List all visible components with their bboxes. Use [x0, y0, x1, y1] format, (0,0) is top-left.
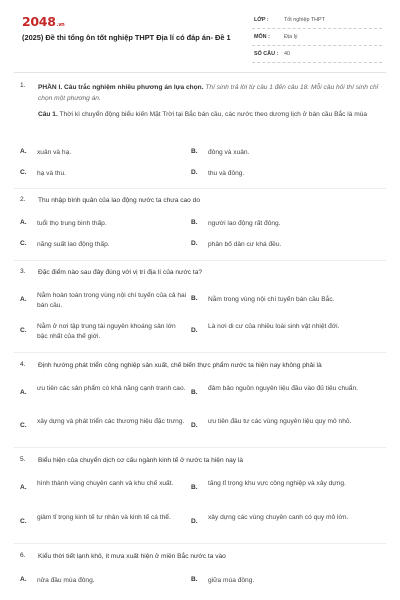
question-divider [14, 260, 386, 261]
option-letter: A. [20, 389, 27, 396]
option-letter: B. [191, 295, 198, 302]
meta-value: Địa lý [284, 34, 298, 40]
question-2 [20, 196, 390, 208]
question-1-stem [38, 109, 384, 120]
option-letter: B. [191, 389, 198, 396]
option-text: xuân và hạ. [37, 149, 72, 156]
option-text: đảm bảo nguồn nguyên liệu đầu vào đủ tiêu chuẩn. [208, 385, 358, 392]
option-letter: D. [191, 240, 198, 247]
option-text: năng suất lao động thấp. [37, 241, 110, 248]
question-divider [14, 447, 386, 448]
option-letter: D. [191, 327, 198, 334]
option-text: ưu tiên các sản phẩm có khả năng cạnh tranh cao. [37, 385, 186, 392]
option-letter: D. [191, 169, 198, 176]
question-number: 4. [20, 361, 26, 368]
option-text: xây dựng các vùng chuyên canh có quy mô lớn. [208, 514, 349, 521]
question-3 [20, 268, 390, 280]
option-letter: A. [20, 296, 27, 303]
option-letter: D. [191, 518, 198, 525]
option-text: Nằm trong vùng nội chí tuyến bán cầu Bắc. [208, 296, 335, 303]
option-letter: A. [20, 484, 27, 491]
option-letter: A. [20, 576, 27, 583]
option-letter: C. [20, 422, 27, 429]
document-title: (2025) Đề thi tổng ôn tốt nghiệp THPT Địa lí có đáp án- Đề 1 [22, 33, 231, 42]
option-letter: C. [20, 169, 27, 176]
question-text: Thu nhập bình quân của lao động nước ta chưa cao do [38, 197, 200, 204]
option-text: tăng tỉ trọng khu vực công nghiệp và xây dựng. [208, 480, 346, 487]
part-instructions: Thí sinh trả lời từ câu 1 đến câu 18. Mỗi câu hỏi thí sinh chỉ chọn một phương án. [38, 84, 379, 102]
option-text: đông và xuân. [208, 149, 250, 156]
question-number: 6. [20, 552, 26, 559]
option-text: nửa đầu mùa đông. [37, 577, 95, 584]
option-text: Nằm hoàn toàn trong vùng nội chí tuyến của cả hai bán cầu. [37, 292, 187, 309]
option-letter: B. [191, 484, 198, 491]
question-divider [14, 188, 386, 189]
option-text: xây dựng và phát triển các thương hiệu đặc trưng. [37, 418, 185, 425]
option-text: phân bố dân cư khá đều. [208, 241, 282, 248]
header-divider [14, 72, 386, 73]
question-4 [20, 361, 390, 373]
option-text: thu và đông. [208, 170, 245, 177]
meta-row-class [252, 14, 382, 29]
meta-row-subject [252, 31, 382, 46]
option-text: giảm tỉ trọng kinh tế tư nhân và kinh tế cá thể. [37, 514, 171, 521]
site-logo[interactable] [22, 14, 64, 29]
option-letter: A. [20, 219, 27, 226]
option-letter: C. [20, 240, 27, 247]
question-text: Biểu hiện của chuyển dịch cơ cấu ngành kinh tế ở nước ta hiện nay là [38, 457, 244, 464]
question-text: Định hướng phát triển công nghiệp sản xuất, chế biến thực phẩm nước ta hiện nay không phải là [38, 362, 322, 369]
question-text: Đặc điểm nào sau đây đúng với vị trí địa lí của nước ta? [38, 269, 203, 276]
option-text: người lao động rất đông. [208, 220, 281, 227]
option-letter: C. [20, 327, 27, 334]
option-letter: B. [191, 576, 198, 583]
option-letter: C. [20, 518, 27, 525]
question-number: 3. [20, 268, 26, 275]
meta-row-question-count [252, 48, 382, 63]
meta-key: LỚP : [254, 17, 269, 23]
question-number: 2. [20, 196, 26, 203]
question-5 [20, 456, 390, 468]
meta-value: Tốt nghiệp THPT [284, 17, 325, 23]
part-heading [38, 82, 384, 104]
option-text: hình thành vùng chuyên canh và khu chế xuất. [37, 480, 174, 487]
question-number: 5. [20, 456, 26, 463]
option-letter: A. [20, 148, 27, 155]
option-text: Là nơi di cư của nhiều loài sinh vật nhiệt đới. [208, 323, 340, 330]
logo-suffix: .vn [56, 22, 65, 28]
question-text: Thời kì chuyển động biểu kiến Mặt Trời tại Bắc bán cầu, các nước theo dương lịch ở bán cầu Bắc là mùa [59, 111, 368, 118]
meta-key: SỐ CÂU : [254, 51, 279, 57]
option-text: tuổi thọ trung bình thấp. [37, 220, 107, 227]
option-letter: D. [191, 422, 198, 429]
page-header [0, 0, 400, 68]
logo-text: 2048 [22, 14, 56, 29]
part-title: PHẦN I. Câu trắc nghiệm nhiều phương án lựa chọn. [38, 84, 204, 91]
question-number: 1. [20, 82, 26, 89]
question-divider [14, 543, 386, 544]
option-text: Nằm ở nơi tập trung tài nguyên khoáng sản lớn bậc nhất của thế giới. [37, 323, 176, 340]
question-6 [20, 552, 390, 564]
option-letter: B. [191, 219, 198, 226]
document-meta [252, 14, 382, 65]
meta-value: 40 [284, 51, 290, 57]
question-text: Kiểu thời tiết lạnh khô, ít mưa xuất hiện ở miền Bắc nước ta vào [38, 553, 226, 560]
meta-key: MÔN : [254, 34, 270, 40]
option-letter: B. [191, 148, 198, 155]
question-label: Câu 1. [38, 111, 58, 118]
question-divider [14, 352, 386, 353]
option-text: hạ và thu. [37, 170, 66, 177]
option-text: giữa mùa đông. [208, 577, 255, 584]
option-text: ưu tiên đầu tư các vùng nguyên liệu quy mô nhỏ. [208, 418, 352, 425]
